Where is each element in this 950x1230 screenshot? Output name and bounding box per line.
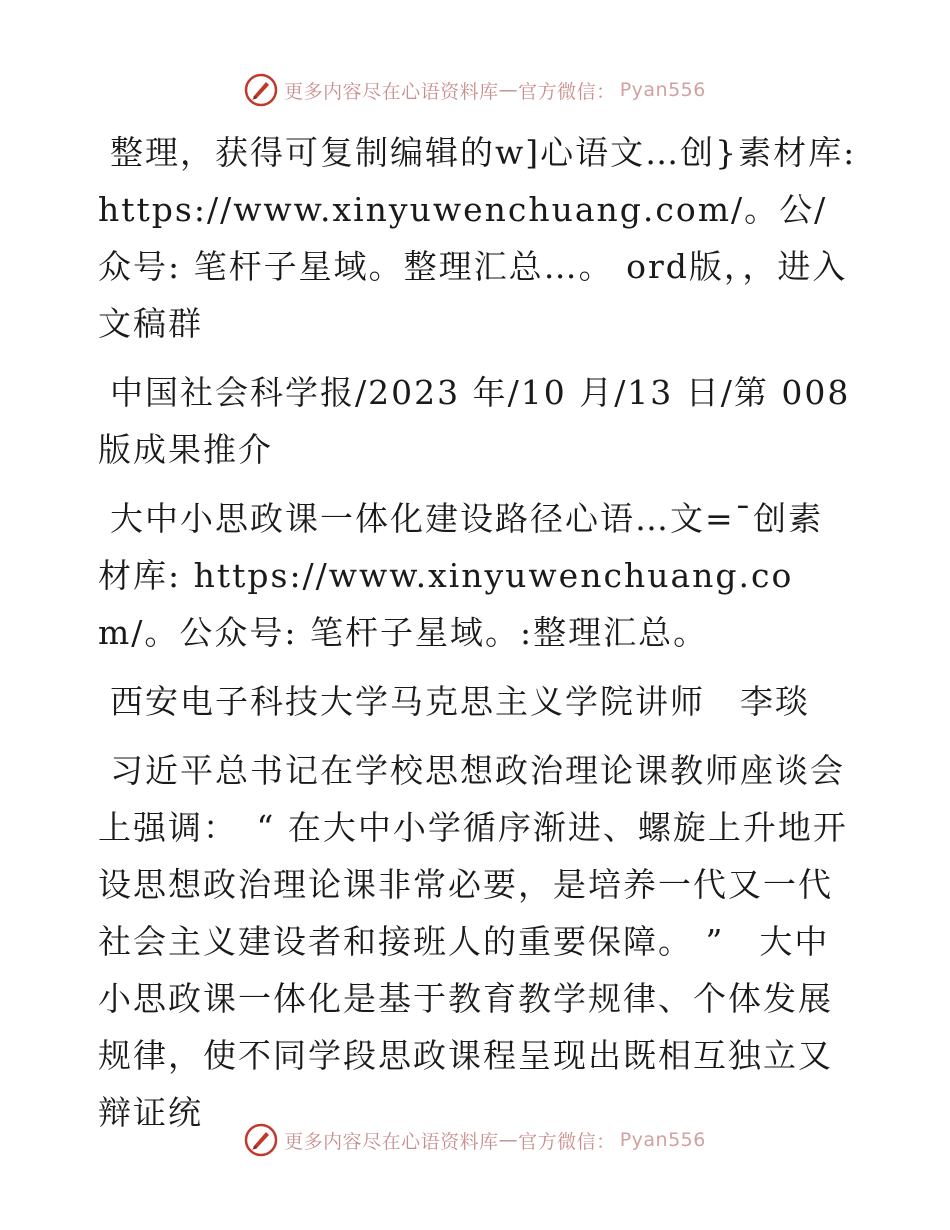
header-banner-wechat-id: Pyan556 — [619, 79, 706, 101]
header-banner-official: 官方微信： — [518, 80, 616, 103]
footer-banner-wechat-id: Pyan556 — [619, 1129, 706, 1151]
paragraph-source: 中国社会科学报/2023 年/10 月/13 日/第 008版成果推介 — [98, 373, 851, 469]
footer-banner-separator: — — [498, 1129, 519, 1151]
paragraph-intro: 整理，获得可复制编辑的w]心语文…创}素材库:https://www.xinyuwenchuang.com/。公/众号: 笔杆子星域。整理汇总…。 ord版，，进入文稿群 — [98, 133, 857, 343]
header-banner — [0, 70, 950, 110]
paragraph-body: 习近平总书记在学校思想政治理论课教师座谈会上强调： “ 在大中小学循序渐进、螺旋上升地开设思想政治理论课非常必要，是培养一代又一代社会主义建设者和接班人的重要保障。 ” 大中小思政课一体化是基于教育教学规律、个体发展规律，使不同学段思政课程呈现出既相互独立又辩证统 — [98, 751, 848, 1132]
footer-banner — [0, 1120, 950, 1160]
paragraph-title: 大中小思政课一体化建设路径心语…文=¯创素材库: https://www.xinyuwenchuang.com/。公众号: 笔杆子星域。:整理汇总。 — [98, 499, 824, 652]
paragraph-author: 西安电子科技大学马克思主义学院讲师 李琰 — [110, 682, 810, 721]
footer-banner-text: 更多内容尽在心语资料库 — [284, 1130, 499, 1153]
document-body — [98, 124, 858, 1141]
brand-logo-icon — [244, 73, 278, 107]
brand-logo-icon — [244, 1123, 278, 1157]
footer-banner-official: 官方微信： — [518, 1130, 616, 1153]
header-banner-separator: — — [498, 79, 519, 101]
header-banner-text: 更多内容尽在心语资料库 — [284, 80, 499, 103]
